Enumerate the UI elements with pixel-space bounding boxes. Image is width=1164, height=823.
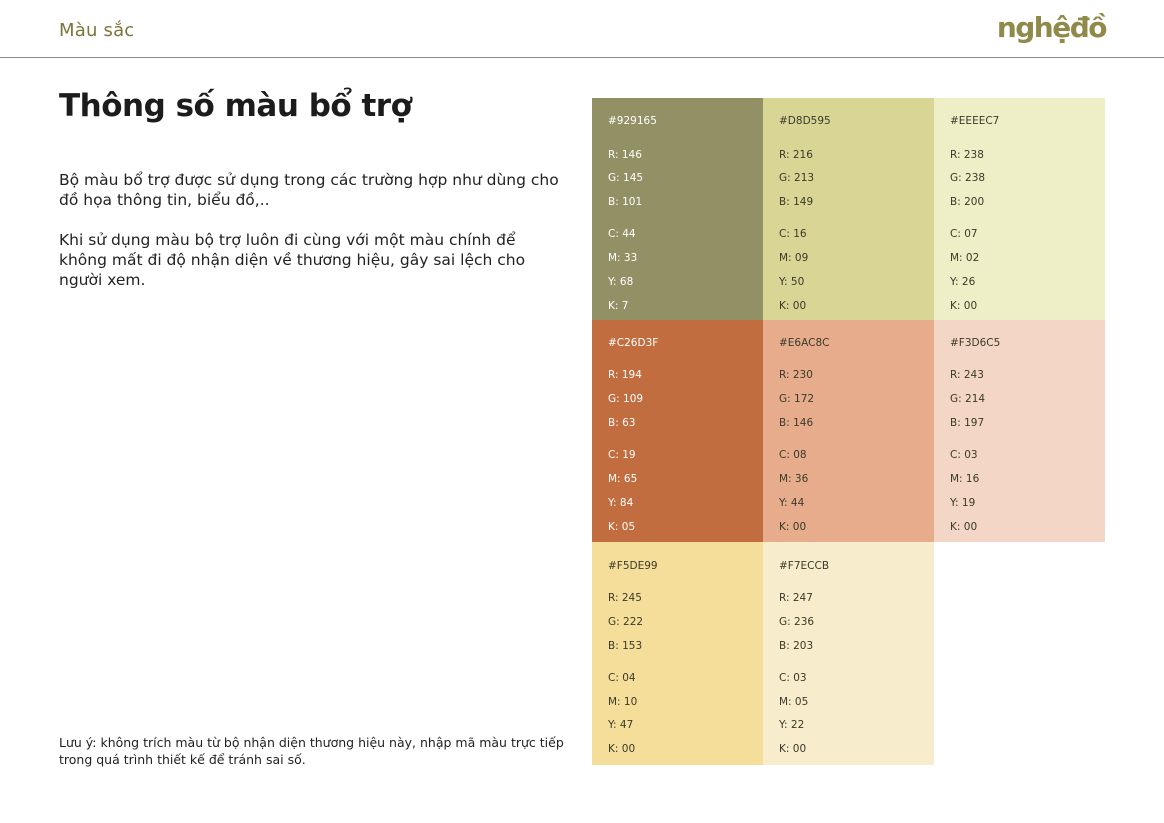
description-paragraph-2: Khi sử dụng màu bộ trợ luôn đi cùng với một màu chính để không mất đi độ nhận diện về thương hiệu, gây sai lệch cho người xem. <box>59 231 526 289</box>
swatch-value-m: M: 09 <box>779 252 809 264</box>
swatch-value-k: K: 05 <box>608 521 636 533</box>
swatch-value-k: K: 00 <box>950 521 978 533</box>
swatch-value-r: R: 247 <box>779 592 813 604</box>
swatch-value-r: R: 216 <box>779 149 813 161</box>
swatch-value-r: R: 245 <box>608 592 642 604</box>
swatch-hex-code: #F7ECCB <box>779 560 830 572</box>
swatch-value-r: R: 230 <box>779 369 813 381</box>
swatch-value-k: K: 00 <box>779 300 807 312</box>
swatch-value-b: B: 197 <box>950 417 985 429</box>
swatch-value-c: C: 08 <box>779 449 807 461</box>
swatch-value-c: C: 44 <box>608 228 636 240</box>
swatch-value-b: B: 153 <box>608 640 643 652</box>
swatch-value-c: C: 07 <box>950 228 978 240</box>
swatch-value-y: Y: 22 <box>779 719 805 731</box>
description-paragraph-1: Bộ màu bổ trợ được sử dụng trong các trường hợp như dùng cho đồ họa thông tin, biểu đồ,.. <box>59 171 559 209</box>
swatch-value-m: M: 33 <box>608 252 638 264</box>
swatch-value-g: G: 172 <box>779 393 815 405</box>
swatch-value-g: G: 238 <box>950 172 986 184</box>
swatch-value-g: G: 109 <box>608 393 644 405</box>
usage-note: Lưu ý: không trích màu từ bộ nhận diện thương hiệu này, nhập mã màu trực tiếp trong quá trình thiết kế để tránh sai số. <box>59 735 564 767</box>
color-swatch <box>592 320 763 542</box>
swatch-value-b: B: 149 <box>779 196 814 208</box>
swatch-value-b: B: 203 <box>779 640 814 652</box>
swatch-hex-code: #F3D6C5 <box>950 337 1001 349</box>
swatch-hex-code: #EEEEC7 <box>950 115 1000 127</box>
color-swatch <box>934 320 1105 542</box>
swatch-value-y: Y: 68 <box>608 276 634 288</box>
color-swatch-grid <box>592 98 1105 765</box>
swatch-value-m: M: 36 <box>779 473 809 485</box>
swatch-value-c: C: 03 <box>950 449 978 461</box>
swatch-value-c: C: 04 <box>608 672 636 684</box>
swatch-value-r: R: 238 <box>950 149 984 161</box>
page-title: Thông số màu bổ trợ <box>59 88 412 124</box>
swatch-value-m: M: 16 <box>950 473 980 485</box>
swatch-value-y: Y: 47 <box>608 719 634 731</box>
swatch-value-k: K: 00 <box>608 743 636 755</box>
color-swatch <box>592 98 763 320</box>
swatch-value-y: Y: 19 <box>950 497 976 509</box>
swatch-value-y: Y: 50 <box>779 276 805 288</box>
swatch-hex-code: #E6AC8C <box>779 337 830 349</box>
swatch-value-g: G: 236 <box>779 616 815 628</box>
swatch-value-y: Y: 26 <box>950 276 976 288</box>
color-swatch <box>592 542 763 765</box>
swatch-value-k: K: 00 <box>779 743 807 755</box>
swatch-value-r: R: 194 <box>608 369 642 381</box>
color-swatch <box>763 320 934 542</box>
swatch-value-b: B: 63 <box>608 417 636 429</box>
swatch-value-b: B: 200 <box>950 196 985 208</box>
color-swatch <box>763 98 934 320</box>
swatch-hex-code: #C26D3F <box>608 337 659 349</box>
swatch-value-m: M: 65 <box>608 473 638 485</box>
swatch-value-c: C: 16 <box>779 228 807 240</box>
swatch-value-c: C: 03 <box>779 672 807 684</box>
swatch-value-r: R: 146 <box>608 149 642 161</box>
swatch-value-y: Y: 44 <box>779 497 805 509</box>
swatch-value-r: R: 243 <box>950 369 984 381</box>
swatch-value-g: G: 214 <box>950 393 986 405</box>
swatch-value-b: B: 101 <box>608 196 643 208</box>
swatch-value-c: C: 19 <box>608 449 636 461</box>
swatch-value-y: Y: 84 <box>608 497 634 509</box>
swatch-value-g: G: 213 <box>779 172 815 184</box>
swatch-hex-code: #929165 <box>608 115 657 127</box>
swatch-value-k: K: 00 <box>779 521 807 533</box>
color-swatch <box>763 542 934 765</box>
swatch-value-g: G: 145 <box>608 172 644 184</box>
section-label: Màu sắc <box>59 20 135 41</box>
swatch-value-m: M: 02 <box>950 252 980 264</box>
swatch-value-m: M: 10 <box>608 696 638 708</box>
color-swatch <box>934 98 1105 320</box>
brand-logo: nghệđồ <box>996 11 1106 44</box>
page-header <box>0 0 1164 58</box>
swatch-hex-code: #F5DE99 <box>608 560 658 572</box>
swatch-value-m: M: 05 <box>779 696 809 708</box>
swatch-value-k: K: 00 <box>950 300 978 312</box>
swatch-value-g: G: 222 <box>608 616 644 628</box>
swatch-hex-code: #D8D595 <box>779 115 831 127</box>
swatch-value-b: B: 146 <box>779 417 814 429</box>
swatch-value-k: K: 7 <box>608 300 629 312</box>
